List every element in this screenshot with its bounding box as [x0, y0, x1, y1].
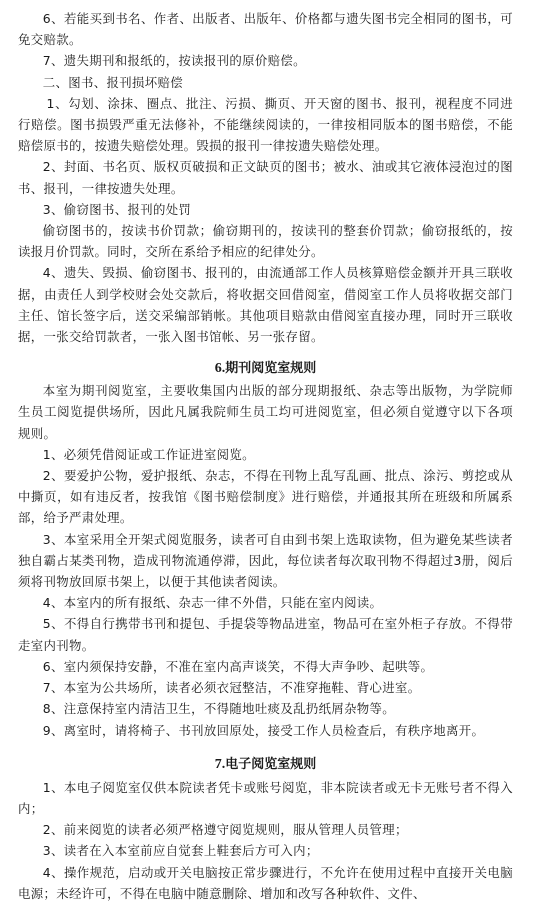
subheading: 3、偷窃图书、报刊的处罚	[42, 201, 192, 217]
section-number: 6.	[214, 361, 226, 377]
paragraph: 4、遗失、毁损、偷窃图书、报刊的，由流通部工作人员核算赔偿金额并开具三联收据，由责任人到学校财会处交款后，将收据交回借阅室，借阅室工作人员将收据交部门主任、馆长签字后，送交采编部销帐。其他项目赔款由借阅室直接办理，同时开三联收据，一张交给罚款者，一张入图书馆帐、另一张存留。	[18, 265, 513, 345]
rule-item: 1、必须凭借阅证或工作证进室阅览。	[42, 446, 255, 462]
rule-item: 2、要爱护公物，爱护报纸、杂志，不得在刊物上乱写乱画、批点、涂污、剪挖或从中撕页，如有违反者，按我馆《图书赔偿制度》进行赔偿，并通报其所在班级和所属系部，给予严肃处理。	[18, 468, 513, 526]
paragraph: 1、勾划、涂抹、圈点、批注、污损、撕页、开天窗的图书、报刊，视程度不同进行赔偿。图书损毁严重无法修补，不能继续阅读的，一律按相同版本的图书赔偿，不能赔偿原书的，按遗失赔偿处理。毁损的报刊一律按遗失赔偿处理。	[18, 95, 513, 154]
rule-item: 9、离室时，请将椅子、书刊放回原处，接受工作人员检查后，有秩序地离开。	[42, 722, 485, 738]
paragraph: 2、封面、书名页、版权页破损和正文缺页的图书；被水、油或其它液体浸泡过的图书、报刊，一律按遗失处理。	[18, 159, 513, 196]
rule-item: 6、室内须保持安静，不准在室内高声谈笑，不得大声争吵、起哄等。	[42, 658, 434, 674]
section-heading	[18, 359, 513, 379]
paragraph: 本室为期刊阅览室，主要收集国内出版的部分现期报纸、杂志等出版物，为学院师生员工阅览提供场所，因此凡属我院师生员工均可进阅览室，但必须自觉遵守以下各项规则。	[18, 383, 513, 441]
rule-item: 1、本电子阅览室仅供本院读者凭卡或账号阅览，非本院读者或无卡无账号者不得入内；	[18, 779, 513, 816]
section-title: 期刊阅览室规则	[225, 361, 317, 377]
rule-item: 7、本室为公共场所，读者必须衣冠整洁，不准穿拖鞋、背心进室。	[42, 680, 421, 696]
section-title: 电子阅览室规则	[225, 756, 317, 772]
rule-item: 5、不得自行携带书刊和提包、手提袋等物品进室，物品可在室外柜子存放。不得带走室内刊物。	[18, 616, 513, 653]
rule-item: 4、本室内的所有报纸、杂志一律不外借，只能在室内阅读。	[42, 595, 383, 611]
section-top	[18, 8, 513, 347]
section-number: 7.	[214, 756, 226, 772]
rule-item: 3、读者在入本室前应自觉套上鞋套后方可入内；	[42, 843, 319, 859]
section-heading	[18, 755, 513, 775]
subheading: 二、图书、报刊损坏赔偿	[42, 74, 183, 90]
rule-item: 8、注意保持室内清洁卫生，不得随地吐痰及乱扔纸屑杂物等。	[42, 701, 396, 717]
section-7-body	[18, 777, 513, 904]
rule-item: 2、前来阅览的读者必须严格遵守阅览规则，服从管理人员管理；	[42, 822, 408, 838]
paragraph: 7、遗失期刊和报纸的，按读报刊的原价赔偿。	[42, 53, 306, 69]
rule-item: 3、本室采用全开架式阅览服务，读者可自由到书架上选取读物，但为避免某些读者独自霸占某类刊物，造成刊物流通停滞，因此，每位读者每次取刊物不得超过3册，阅后须将刊物放回原书架上，以便于其他读者阅读。	[18, 531, 513, 590]
rule-item: 4、操作规范，启动或开关电脑按正常步骤进行，不允许在使用过程中直接开关电脑电源；未经许可，不得在电脑中随意删除、增加和改写各种软件、文件、	[18, 864, 513, 901]
section-6-body	[18, 380, 513, 740]
paragraph: 6、若能买到书名、作者、出版者、出版年、价格都与遗失图书完全相同的图书，可免交赔款。	[18, 11, 513, 48]
paragraph: 偷窃图书的，按读书价罚款；偷窃期刊的，按读刊的整套价罚款；偷窃报纸的，按读报月价罚款。同时，交所在系给予相应的纪律处分。	[18, 223, 513, 260]
